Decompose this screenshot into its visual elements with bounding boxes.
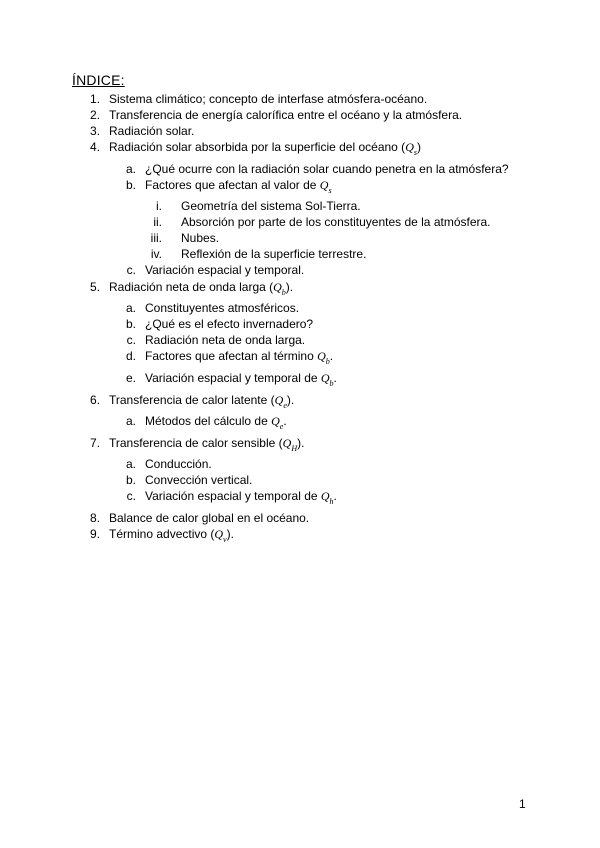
item-text: Variación espacial y temporal.: [145, 263, 305, 277]
q-letter: Q: [317, 349, 326, 363]
q-letter: Q: [274, 393, 284, 407]
item-text-part: Radiación solar absorbida por la superficie del océano (: [109, 140, 406, 154]
item-text-part: Radiación neta de onda larga (: [109, 280, 274, 294]
q-letter: Q: [214, 527, 224, 541]
item-marker: 3.: [89, 124, 100, 138]
q-symbol: [405, 140, 417, 157]
q-subscript: e: [279, 422, 284, 431]
item-marker: iv.: [150, 247, 162, 261]
item-text: [109, 280, 293, 300]
item-text: Nubes.: [181, 231, 220, 245]
item-marker: ii.: [153, 215, 162, 229]
item-marker: b.: [125, 473, 136, 487]
item-text: [109, 393, 294, 413]
item-text: Transferencia de energía calorífica entre el océano y la atmósfera.: [109, 108, 463, 122]
item-text-part: ): [416, 140, 421, 154]
item-marker: 8.: [89, 511, 100, 525]
q-letter: Q: [320, 489, 330, 503]
item-text-part: ).: [286, 393, 295, 407]
q-symbol: [274, 393, 287, 410]
item-text-part: Transferencia de calor sensible (: [109, 436, 283, 450]
item-text-part: Variación espacial y temporal de: [145, 489, 321, 503]
item-marker: c.: [126, 263, 136, 277]
item-text-part: .: [283, 414, 287, 428]
item-marker: b.: [125, 317, 136, 331]
q-symbol: [214, 527, 227, 544]
item-marker: a.: [125, 301, 136, 315]
item-marker: b.: [125, 178, 136, 192]
q-letter: Q: [319, 178, 329, 192]
item-text-part: Factores que afectan al valor de: [145, 178, 320, 192]
item-text: Balance de calor global en el océano.: [109, 511, 310, 525]
item-text: Constituyentes atmosféricos.: [145, 301, 300, 315]
q-symbol: [320, 371, 334, 388]
item-text-part: Variación espacial y temporal de: [145, 371, 321, 385]
item-marker: i.: [156, 199, 162, 213]
item-text: [145, 178, 332, 198]
item-marker: a.: [125, 162, 136, 176]
item-text: [109, 527, 234, 547]
item-marker: a.: [125, 457, 136, 471]
item-text-part: Término advectivo (: [109, 527, 215, 541]
item-marker: 7.: [89, 436, 100, 450]
item-text-part: ).: [297, 436, 305, 450]
item-text-part: ).: [285, 280, 294, 294]
item-text: [145, 371, 337, 391]
item-marker: iii.: [150, 231, 162, 245]
q-subscript: v: [223, 535, 227, 544]
q-letter: Q: [271, 414, 280, 428]
q-subscript: s: [413, 148, 417, 157]
item-text-part: .: [333, 371, 337, 385]
q-letter: Q: [320, 371, 330, 385]
item-text: [109, 140, 421, 160]
item-marker: 2.: [89, 108, 100, 122]
item-text: Radiación neta de onda larga.: [145, 333, 306, 347]
item-text: ¿Qué ocurre con la radiación solar cuando penetra en la atmósfera?: [145, 162, 509, 176]
q-symbol: [320, 489, 334, 506]
item-marker: 6.: [89, 393, 100, 407]
item-text: [145, 349, 333, 369]
item-text: Radiación solar.: [109, 124, 195, 138]
item-text: Absorción por parte de los constituyentes de la atmósfera.: [181, 215, 491, 229]
item-text-part: Métodos del cálculo de: [145, 414, 272, 428]
q-symbol: [271, 414, 284, 431]
item-marker: 5.: [89, 280, 100, 294]
item-text: Conducción.: [145, 457, 212, 471]
q-subscript: b: [329, 379, 334, 388]
item-text: ¿Qué es el efecto invernadero?: [145, 317, 314, 331]
item-text: [145, 414, 287, 434]
item-marker: c.: [126, 489, 136, 503]
item-text-part: .: [329, 349, 334, 363]
q-symbol: [319, 178, 332, 195]
item-text-part: Transferencia de calor latente (: [109, 393, 275, 407]
item-text-part: .: [333, 489, 337, 503]
q-symbol: [273, 280, 286, 297]
item-marker: 9.: [89, 527, 100, 541]
item-text: Convección vertical.: [145, 473, 253, 487]
item-marker: 4.: [89, 140, 100, 154]
item-marker: d.: [125, 349, 136, 363]
q-subscript: b: [325, 357, 330, 366]
item-text: [109, 436, 304, 456]
item-marker: e.: [125, 371, 136, 385]
item-marker: c.: [126, 333, 136, 347]
q-symbol: [317, 349, 330, 366]
item-text-part: ).: [226, 527, 234, 541]
q-subscript: s: [328, 186, 332, 195]
item-text: Sistema climático; concepto de interfase atmósfera-océano.: [109, 92, 428, 106]
q-symbol: [282, 436, 298, 453]
q-subscript: h: [329, 497, 334, 506]
item-marker: a.: [125, 414, 136, 428]
page-number: 1: [519, 797, 526, 811]
q-letter: Q: [273, 280, 282, 294]
q-letter: Q: [405, 140, 414, 154]
item-text: Geometría del sistema Sol-Tierra.: [181, 199, 361, 213]
item-text-part: Factores que afectan al término: [145, 349, 318, 363]
item-text: Reflexión de la superficie terrestre.: [181, 247, 367, 261]
item-text: [145, 489, 337, 509]
q-subscript: e: [283, 401, 287, 410]
index-title: ÍNDICE:: [72, 72, 125, 88]
q-letter: Q: [282, 436, 292, 450]
q-subscript: b: [281, 288, 286, 297]
item-marker: 1.: [89, 92, 100, 106]
q-subscript: H: [291, 444, 298, 453]
